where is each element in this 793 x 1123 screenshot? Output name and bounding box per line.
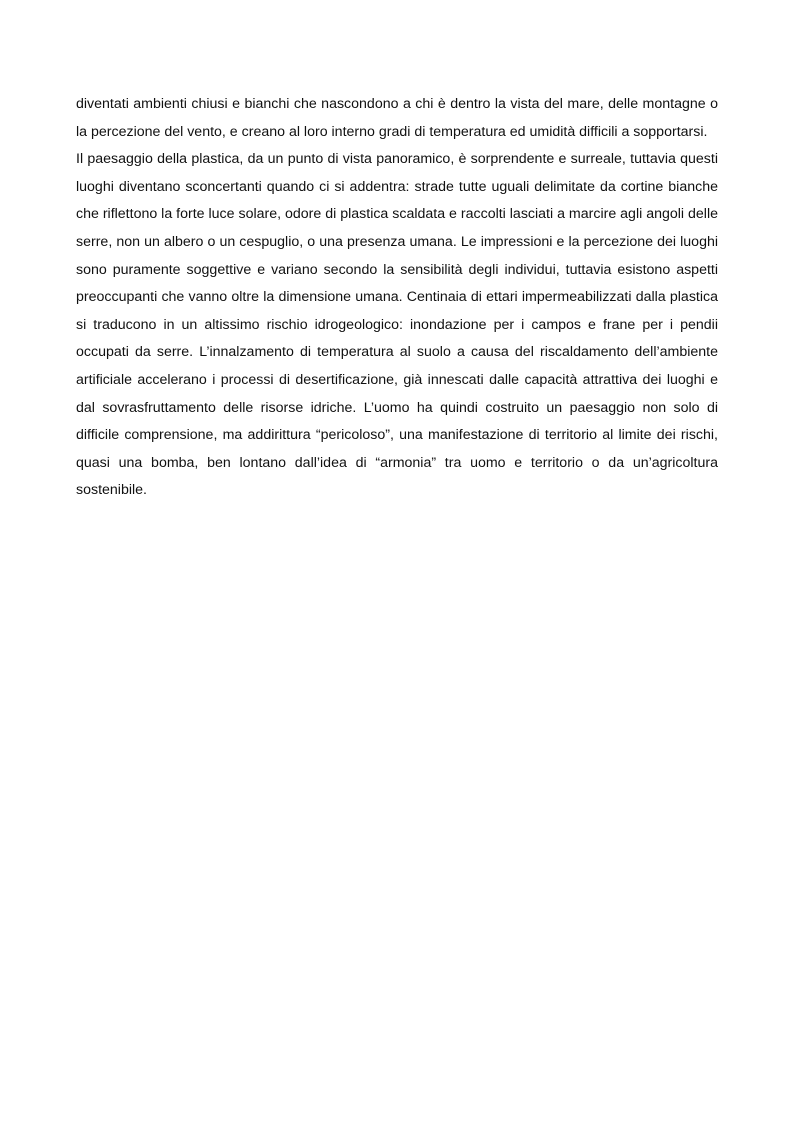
paragraph-2: Il paesaggio della plastica, da un punto di vista panoramico, è sorprendente e surreale, tuttavia questi luoghi diventano sconcertanti quando ci si addentra: strade tutte uguali delimitate da cortine bianche che riflettono la forte luce solare, odore di plastica scaldata e raccolti lasciati a marcire agli angoli delle serre, non un albero o un cespuglio, o una presenza umana. Le impressioni e la percezione dei luoghi sono puramente soggettive e variano secondo la sensibilità degli individui, tuttavia esistono aspetti preoccupanti che vanno oltre la dimensione umana. Centinaia di ettari impermeabilizzati dalla plastica si traducono in un altissimo rischio idrogeologico: inondazione per i campos e frane per i pendii occupati da serre. L’innalzamento di temperatura al suolo a causa del riscaldamento dell’ambiente artificiale accelerano i processi di desertificazione, già innescati dalle capacità attrattiva dei luoghi e dal sovrasfruttamento delle risorse idriche. L’uomo ha quindi costruito un paesaggio non solo di difficile comprensione, ma addirittura “pericoloso”, una manifestazione di territorio al limite dei rischi, quasi una bomba, ben lontano dall’idea di “armonia” tra uomo e territorio o da un’agricoltura sostenibile. xyxy=(76,151,718,499)
body-text xyxy=(76,91,718,505)
paragraph-1: diventati ambienti chiusi e bianchi che nascondono a chi è dentro la vista del mare, delle montagne o la percezione del vento, e creano al loro interno gradi di temperatura ed umidità difficili a sopportarsi. xyxy=(76,96,718,140)
